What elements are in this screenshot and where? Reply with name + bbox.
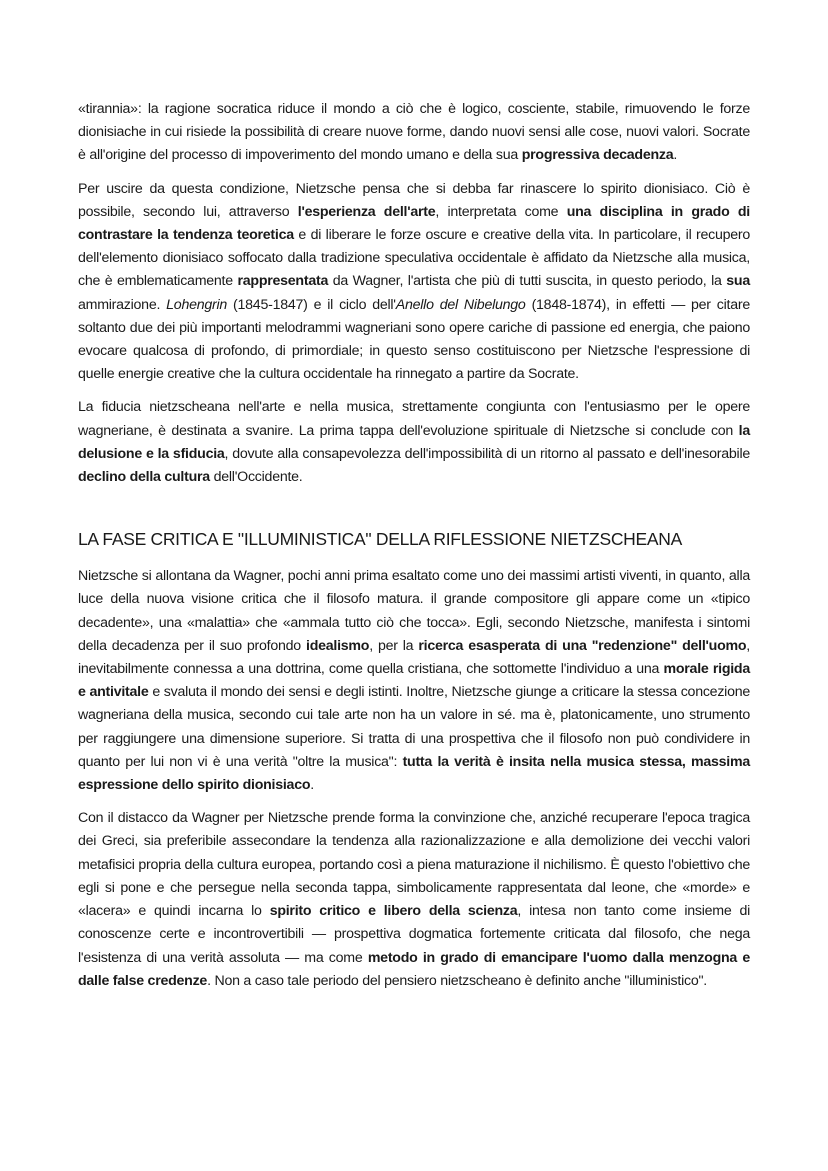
text-run: Nietzsche si allontana da Wagner, pochi anni prima esaltato come uno dei massimi artisti viventi, in quanto, alla luce della nuova visione critica che il filosofo matura. il grande compositore gli appare come un «tipico decadente», una «malattia» che «ammala tutto ciò che tocca». Egli, secondo Nietzsche, manifesta i sintomi della decadenza per il suo profondo [78,568,750,654]
bold-text: tutta la verità è insita nella musica stessa, massima espressione dello spirito dionisiaco [78,753,750,794]
bold-text: declino della cultura [78,469,210,486]
text-run: «tirannia»: la ragione socratica riduce il mondo a ciò che è logico, cosciente, stabile, rimuovendo le forze dionisiache in cui risiede la possibilità di creare nuove forme, dando nuovi sensi alle cose, nuovi valori. Socrate è all'origine del processo di impoverimento del mondo umano e della sua [78,101,750,164]
text-run: (1848-1874), in effetti — per citare soltanto due dei più importanti melodrammi wagneriani sono opere cariche di passione ed energia, che paiono evocare qualcosa di profondo, di primordiale; in questo senso costituiscono per Nietzsche l'espressione di quelle energie creative che la cultura occidentale ha rinnegato a partire da Socrate. [78,296,750,383]
bold-text: la delusione e la sfiducia [78,422,750,462]
bold-text: progressiva decadenza [521,147,674,164]
bold-text: ricerca esasperata di una "redenzione" dell'uomo [418,637,747,654]
text-run: ammirazione. [78,296,167,313]
bold-text: rappresentata [237,273,329,290]
bold-text: spirito critico e libero della scienza [269,903,518,920]
paragraph [78,178,750,387]
text-run: (1845-1847) e il ciclo dell' [227,296,396,313]
text-run: da Wagner, l'artista che più di tutti suscita, in questo periodo, la [328,273,727,290]
bold-text: morale rigida e antivitale [78,661,750,701]
section-heading: LA FASE CRITICA E "ILLUMINISTICA" DELLA RIFLESSIONE NIETZSCHEANA [78,529,682,550]
text-run: , dovute alla consapevolezza dell'impossibilità di un ritorno al passato e dell'inesorabile [224,445,750,462]
text-run: . Non a caso tale periodo del pensiero nietzscheano è definito anche "illuministico". [207,972,707,989]
paragraph [78,565,750,797]
paragraph [78,396,750,489]
text-run: e di liberare le forze oscure e creative della vita. In particolare, il recupero dell'elemento dionisiaco soffocato dalla tradizione speculativa occidentale è affidato da Nietzsche alla musica, che è emblematicamente [78,227,751,290]
text-run: dell'Occidente. [209,469,303,486]
italic-text: Lohengrin [166,296,228,313]
bold-text: l'esperienza dell'arte [297,203,436,220]
bold-text: idealismo [306,637,370,654]
document-page [78,98,750,1003]
intro-section [78,98,750,489]
text-run: , intesa non tanto come insieme di conoscenze certe e incontrovertibili — prospettiva dogmatica fortemente criticata dal filosofo, che nega l'esistenza di una verità assoluta — ma come [78,903,750,966]
bold-text: sua [726,273,750,290]
bold-text: metodo in grado di emancipare l'uomo dalla menzogna e dalle false credenze [78,949,751,989]
text-run: . [673,147,678,164]
paragraph [78,98,750,168]
text-run: Con il distacco da Wagner per Nietzsche prende forma la convinzione che, anziché recuperare l'epoca tragica dei Greci, sia preferibile assecondare la tendenza alla razionalizzazione e alla demolizione dei vecchi valori metafisici propria della cultura europea, portando così a piena maturazione il nichilismo. È questo l'obiettivo che egli si pone e che persegue nella seconda tappa, simbolicamente rappresentata dal leone, che «morde» e «lacera» e quindi incarna lo [78,810,750,920]
bold-text: una disciplina in grado di contrastare la tendenza teoretica [78,203,750,244]
text-run: , per la [369,637,419,654]
italic-text: Anello del Nibelungo [395,296,526,313]
text-run: e svaluta il mondo dei sensi e degli istinti. Inoltre, Nietzsche giunge a criticare la stessa concezione wagneriana della musica, secondo cui tale arte non ha un valore in sé. ma è, platonicamente, uno strumento per raggiungere una dimensione superiore. Si tratta di una prospettiva che il filosofo non può condividere in quanto per lui non vi è una verità "oltre la musica": [78,684,750,770]
text-run: La fiducia nietzscheana nell'arte e nella musica, strettamente congiunta con l'entusiasmo per le opere wagneriane, è destinata a svanire. La prima tappa dell'evoluzione spirituale di Nietzsche si conclude con [78,399,750,439]
text-run: , interpretata come [435,203,567,220]
text-run: , inevitabilmente connessa a una dottrina, come quella cristiana, che sottomette l'individuo a una [78,637,750,678]
section-body [78,565,750,993]
text-run: . [310,777,314,794]
paragraph [78,807,750,993]
text-run: Per uscire da questa condizione, Nietzsche pensa che si debba far rinascere lo spirito dionisiaco. Ciò è possibile, secondo lui, attraverso [78,180,750,220]
